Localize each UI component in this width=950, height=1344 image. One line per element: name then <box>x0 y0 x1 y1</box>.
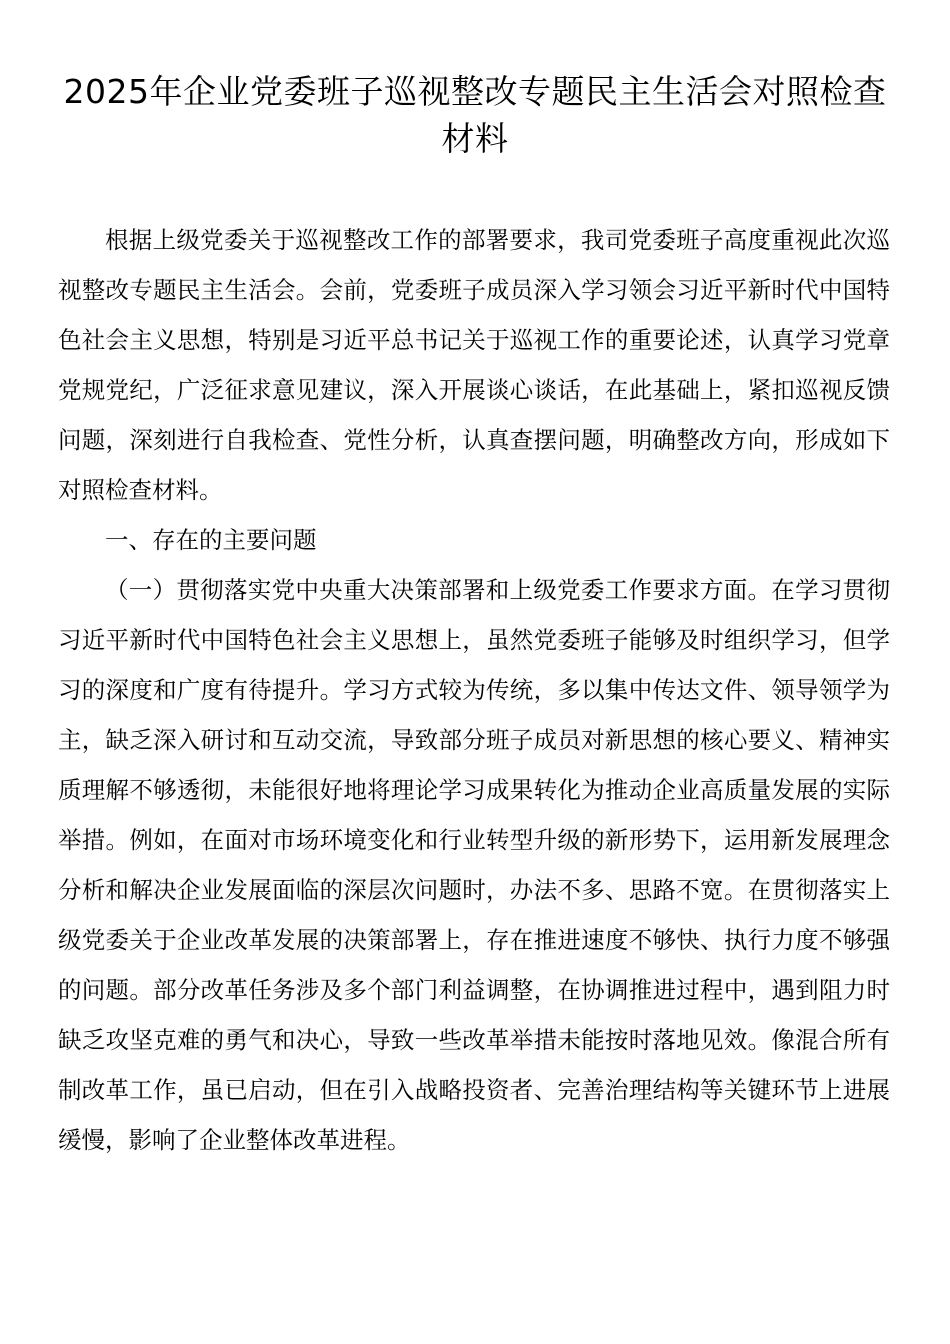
document-title: 2025年企业党委班子巡视整改专题民主生活会对照检查材料 <box>63 72 887 158</box>
document-body <box>58 215 890 1165</box>
intro-paragraph: 根据上级党委关于巡视整改工作的部署要求，我司党委班子高度重视此次巡视整改专题民主生活会。会前，党委班子成员深入学习领会习近平新时代中国特色社会主义思想，特别是习近平总书记关于巡视工作的重要论述，认真学习党章党规党纪，广泛征求意见建议，深入开展谈心谈话，在此基础上，紧扣巡视反馈问题，深刻进行自我检查、党性分析，认真查摆问题，明确整改方向，形成如下对照检查材料。 <box>58 226 890 504</box>
section-heading: 一、存在的主要问题 <box>105 526 317 554</box>
section-paragraph: （一）贯彻落实党中央重大决策部署和上级党委工作要求方面。在学习贯彻习近平新时代中国特色社会主义思想上，虽然党委班子能够及时组织学习，但学习的深度和广度有待提升。学习方式较为传统，多以集中传达文件、领导领学为主，缺乏深入研讨和互动交流，导致部分班子成员对新思想的核心要义、精神实质理解不够透彻，未能很好地将理论学习成果转化为推动企业高质量发展的实际举措。例如，在面对市场环境变化和行业转型升级的新形势下，运用新发展理念分析和解决企业发展面临的深层次问题时，办法不多、思路不宽。在贯彻落实上级党委关于企业改革发展的决策部署上，存在推进速度不够快、执行力度不够强的问题。部分改革任务涉及多个部门利益调整，在协调推进过程中，遇到阻力时缺乏攻坚克难的勇气和决心，导致一些改革举措未能按时落地见效。像混合所有制改革工作，虽已启动，但在引入战略投资者、完善治理结构等关键环节上进展缓慢，影响了企业整体改革进程。 <box>58 576 890 1154</box>
